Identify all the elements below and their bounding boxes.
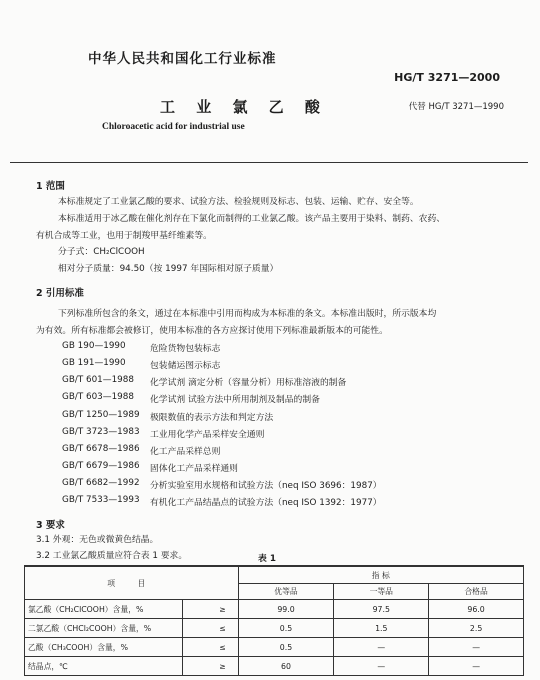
standard-code: HG/T 3271—2000: [394, 71, 500, 84]
ref-title: 分析实验室用水规格和试验方法（neq ISO 3696：1987）: [150, 481, 382, 491]
ref-title: 工业用化学产品采样安全通则: [150, 430, 265, 440]
ref-code: GB/T 6678—1986: [62, 444, 140, 454]
table-cell-value: 1.5: [334, 619, 429, 638]
table-cell-value: —: [429, 638, 524, 657]
section-2-heading: 2 引用标准: [36, 288, 84, 299]
section-1-heading: 1 范围: [36, 181, 65, 192]
molecular-formula: 分子式：CH₂ClCOOH: [58, 247, 145, 257]
ref-code: GB/T 7533—1993: [62, 495, 140, 505]
ref-code: GB/T 6682—1992: [62, 478, 140, 488]
table-cell-value: —: [429, 657, 524, 676]
table-cell-value: 0.5: [238, 638, 334, 657]
ref-title: 极限数值的表示方法和判定方法: [150, 413, 274, 423]
table-cell-value: 2.5: [429, 619, 524, 638]
section-3-heading: 3 要求: [36, 520, 65, 531]
molecular-mass: 相对分子质量：94.50（按 1997 年国际相对原子质量）: [58, 264, 279, 274]
table-header-index: 指 标: [238, 566, 523, 584]
english-title: Chloroacetic acid for industrial use: [102, 122, 245, 132]
table-cell-value: 0.5: [238, 619, 334, 638]
ref-title: 固体化工产品采样通则: [150, 464, 238, 474]
ref-code: GB/T 3723—1983: [62, 427, 140, 437]
ref-code: GB/T 603—1988: [62, 392, 134, 402]
ref-title: 有机化工产品结晶点的试验方法（neq ISO 1392：1977）: [150, 498, 382, 508]
standard-org-title: 中华人民共和国化工行业标准: [88, 51, 277, 67]
table-cell-item: 二氯乙酸（CHCl₂COOH）含量，%: [25, 619, 183, 638]
ref-title: 包装储运图示标志: [150, 361, 221, 371]
section-2-para-b: 为有效。所有标准都会被修订，使用本标准的各方应探讨使用下列标准最新版本的可能性。: [36, 326, 388, 336]
ref-code: GB 190—1990: [62, 341, 126, 351]
ref-code: GB 191—1990: [62, 358, 126, 368]
table-cell-item: 氯乙酸（CH₂ClCOOH）含量，%: [25, 600, 183, 619]
table-caption: 表 1: [258, 554, 276, 564]
table-cell-op: ≥: [182, 600, 238, 619]
table-cell-value: 60: [238, 657, 334, 676]
section-1-para-2b: 有机合成等工业，也用于制羧甲基纤维素等。: [36, 231, 212, 241]
table-header-item: 项 目: [25, 566, 239, 600]
table-cell-op: ≥: [182, 657, 238, 676]
table-row: [25, 638, 524, 657]
section-1-para-2a: 本标准适用于冰乙酸在催化剂存在下氯化而制得的工业氯乙酸。该产品主要用于染料、制药、农药、: [58, 214, 446, 224]
ref-code: GB/T 6679—1986: [62, 461, 140, 471]
section-3-2: 3.2 工业氯乙酸质量应符合表 1 要求。: [36, 551, 188, 561]
table-cell-value: 99.0: [238, 600, 334, 619]
replaces-note: 代替 HG/T 3271—1990: [408, 102, 504, 112]
table-1: [24, 565, 524, 676]
ref-code: GB/T 1250—1989: [62, 410, 140, 420]
table-cell-op: ≤: [182, 619, 238, 638]
ref-title: 化学试剂 滴定分析（容量分析）用标准溶液的制备: [150, 378, 347, 388]
table-header-grade: 一等品: [334, 584, 429, 600]
ref-code: GB/T 601—1988: [62, 375, 134, 385]
table-cell-value: 96.0: [429, 600, 524, 619]
section-2-para-a: 下列标准所包含的条文，通过在本标准中引用而构成为本标准的条文。本标准出版时，所示版本均: [58, 309, 437, 319]
table-row: [25, 600, 524, 619]
ref-title: 化工产品采样总则: [150, 447, 221, 457]
header-divider: [10, 162, 528, 163]
table-cell-op: ≤: [182, 638, 238, 657]
table-row: [25, 619, 524, 638]
table-row: [25, 657, 524, 676]
document-title: 工 业 氯 乙 酸: [160, 98, 328, 116]
table-cell-item: 结晶点，℃: [25, 657, 183, 676]
section-3-1: 3.1 外观：无色或微黄色结晶。: [36, 535, 159, 545]
ref-title: 危险货物包装标志: [150, 344, 221, 354]
table-cell-value: —: [334, 657, 429, 676]
table-cell-value: 97.5: [334, 600, 429, 619]
section-1-para-1: 本标准规定了工业氯乙酸的要求、试验方法、检验规则及标志、包装、运输、贮存、安全等。: [58, 197, 419, 207]
table-header-grade: 优等品: [238, 584, 334, 600]
ref-title: 化学试剂 试验方法中所用制剂及制品的制备: [150, 395, 320, 405]
table-cell-item: 乙酸（CH₃COOH）含量，%: [25, 638, 183, 657]
table-cell-value: —: [334, 638, 429, 657]
table-header-grade: 合格品: [429, 584, 524, 600]
